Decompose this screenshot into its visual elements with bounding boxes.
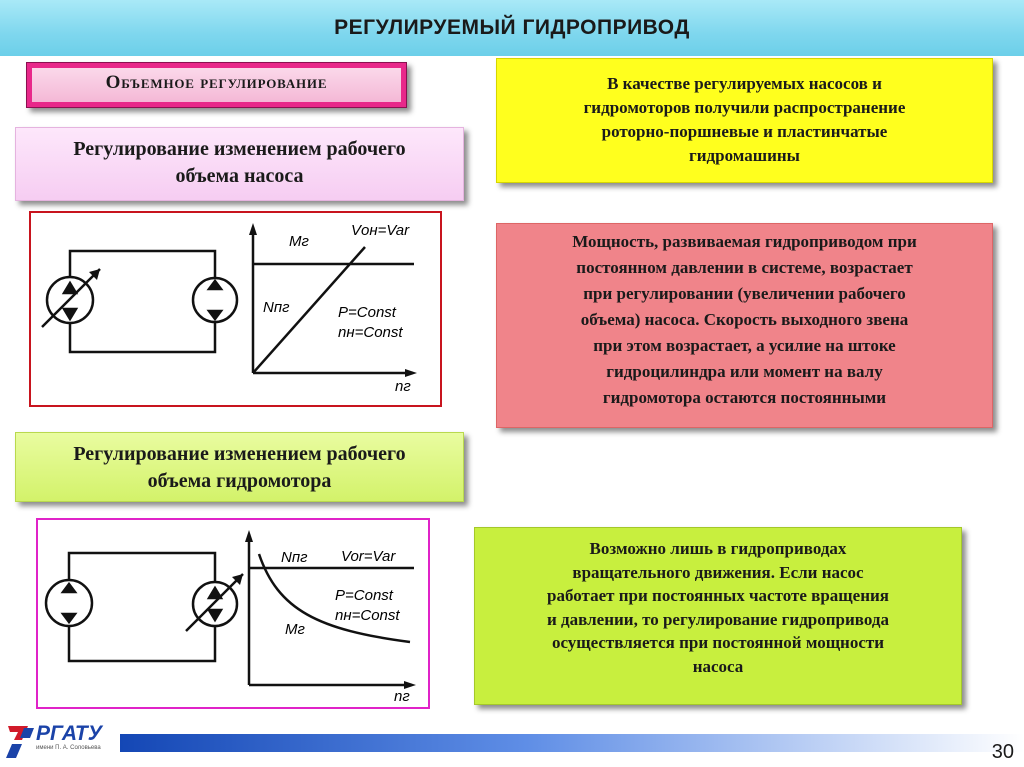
motor-diagram (36, 518, 430, 709)
diagram1-label-p: P=Const (338, 304, 396, 321)
pump-diagram-svg (31, 213, 440, 405)
green-info-box (474, 527, 962, 705)
green-line: вращательного движения. Если насос (572, 562, 864, 582)
yellow-line: гидромашины (689, 146, 800, 165)
diagram2-label-ng: nг (394, 688, 410, 705)
red-line: гидромотора остаются постоянными (602, 388, 887, 407)
green-line: Возможно лишь в гидроприводах (589, 539, 847, 558)
section-subtitle (26, 62, 407, 108)
motor-label-line1: Регулирование изменением рабочего (73, 443, 406, 465)
diagram1-label-nn: nн=Const (338, 324, 403, 341)
yellow-info-box (496, 58, 993, 183)
diagram1-label-von: Vон=Var (351, 222, 410, 239)
red-line: при регулировании (увеличении рабочего (583, 284, 906, 303)
yellow-line: роторно-поршневые и пластинчатые (601, 122, 888, 141)
green-line: насоса (692, 656, 744, 676)
motor-regulation-label (15, 432, 464, 502)
logo-subtext: имени П. А. Соловьева (36, 745, 101, 751)
green-line: и давлении, то регулирование гидропривода (547, 609, 889, 629)
pump-diagram (29, 211, 442, 407)
yellow-line: гидромоторов получили распространение (583, 98, 906, 117)
motor-diagram-svg (38, 520, 428, 707)
footer-bar (120, 734, 1024, 752)
page-number: 30 (991, 741, 1014, 763)
diagram2-label-nn: nн=Const (335, 607, 400, 624)
motor-icon (193, 278, 237, 322)
pump-label-line1: Регулирование изменением рабочего (73, 138, 406, 160)
logo-text: РГАТУ (36, 722, 102, 745)
red-line: Мощность, развиваемая гидроприводом при (572, 232, 917, 251)
red-line: постоянном давлении в системе, возрастает (576, 258, 913, 277)
green-line: работает при постоянных частоте вращения (547, 586, 889, 605)
pump-regulation-label (15, 127, 464, 201)
pump-icon (42, 269, 100, 327)
red-info-box (496, 223, 993, 428)
subtitle-text: Объемное регулирование (105, 72, 328, 93)
pump-icon (46, 580, 92, 626)
red-line: объема) насоса. Скорость выходного звена (580, 310, 909, 329)
diagram2-label-mg: Mг (285, 621, 305, 638)
motor-label-line2: объема гидромотора (147, 470, 332, 492)
diagram2-label-p: P=Const (335, 587, 393, 604)
diagram2-label-npg: Nпг (281, 549, 308, 566)
page-title: РЕГУЛИРУЕМЫЙ ГИДРОПРИВОД (334, 16, 690, 39)
red-line: при этом возрастает, а усилие на штоке (593, 336, 896, 355)
diagram1-label-ng: nг (395, 378, 411, 395)
red-line: гидроцилиндра или момент на валу (606, 362, 883, 381)
diagram1-label-npg: Nпг (263, 299, 290, 316)
diagram2-label-vor: Vor=Var (341, 548, 396, 565)
green-line: осуществляется при постоянной мощности (551, 633, 885, 652)
diagram1-label-mg: Mг (289, 233, 309, 250)
pump-label-line2: объема насоса (175, 165, 304, 187)
yellow-line: В качестве регулируемых насосов и (607, 74, 882, 93)
motor-icon (186, 574, 243, 631)
